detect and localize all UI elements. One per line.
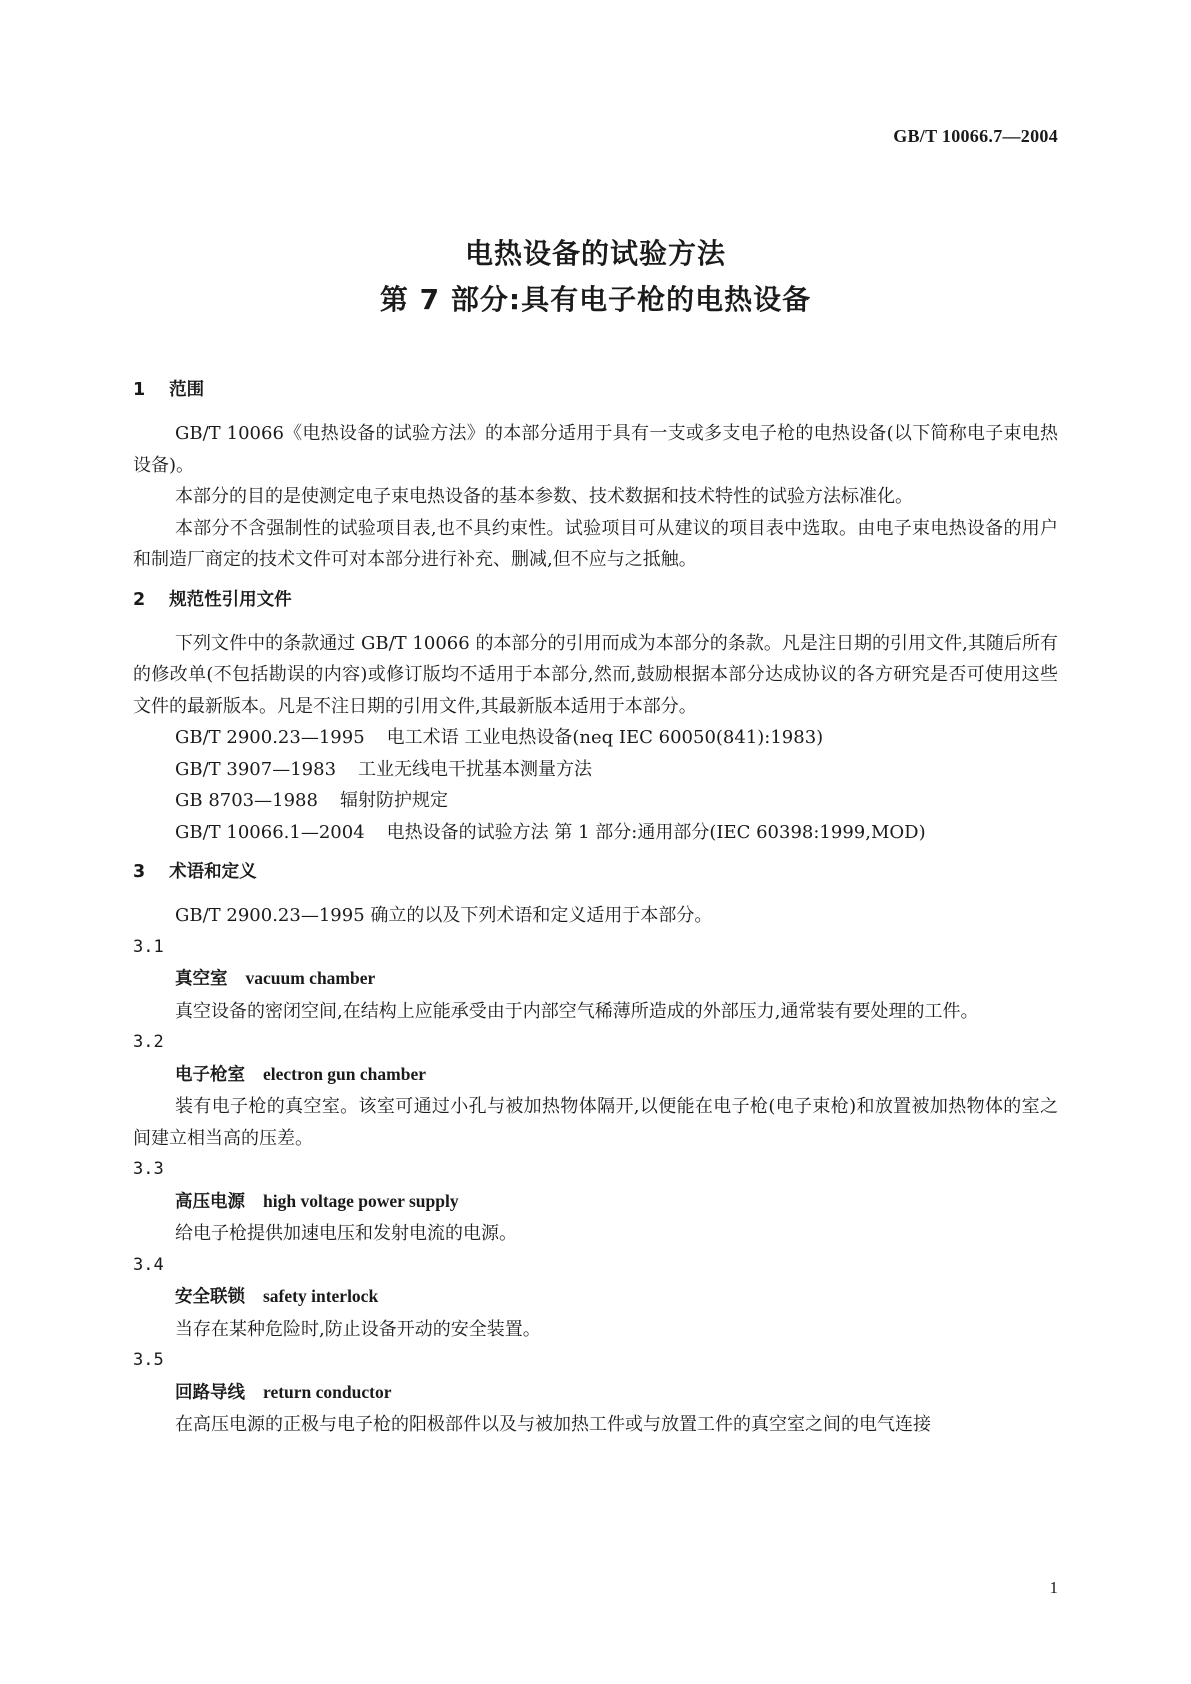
section-1-paragraph-1: GB/T 10066《电热设备的试验方法》的本部分适用于具有一支或多支电子枪的电热设备(以下简称电子束电热设备)。	[133, 423, 1058, 476]
section-1-paragraph-3: 本部分不含强制性的试验项目表,也不具约束性。试验项目可从建议的项目表中选取。由电子束电热设备的用户和制造厂商定的技术文件可对本部分进行补充、删减,但不应与之抵触。	[133, 517, 1058, 570]
term-number: 3.5	[133, 1350, 164, 1370]
reference-code: GB 8703—1988	[175, 790, 318, 811]
term-name-en: electron gun chamber	[263, 1063, 426, 1084]
reference-code: GB/T 3907—1983	[175, 758, 337, 780]
term-name-zh: 安全联锁	[175, 1287, 245, 1307]
term-title	[133, 963, 1058, 996]
reference-title: 电工术语 工业电热设备(neq IEC 60050(841):1983)	[386, 727, 824, 748]
term-number: 3.4	[133, 1254, 164, 1275]
reference-title: 工业无线电干扰基本测量方法	[358, 758, 593, 780]
section-title: 术语和定义	[169, 862, 257, 882]
term-name-en: vacuum chamber	[245, 968, 376, 988]
reference-code: GB/T 10066.1—2004	[175, 821, 365, 843]
section-2-paragraph-1: 下列文件中的条款通过 GB/T 10066 的本部分的引用而成为本部分的条款。凡是注日期的引用文件,其随后所有的修改单(不包括勘误的内容)或修订版均不适用于本部分,然而,鼓励根据本部分达成协议的各方研究是否可使用这些文件的最新版本。凡是不注日期的引用文件,其最新版本适用于本部分。	[133, 632, 1058, 717]
term-name-zh: 高压电源	[175, 1191, 245, 1212]
reference-code: GB/T 2900.23—1995	[175, 727, 365, 748]
term-name-en: safety interlock	[263, 1286, 379, 1306]
section-title: 规范性引用文件	[169, 589, 292, 610]
term-number: 3.1	[133, 936, 164, 957]
section-number: 2	[133, 589, 146, 610]
term-title	[133, 1059, 1058, 1092]
document-title-line1: 电热设备的试验方法	[464, 237, 726, 270]
term-name-zh: 回路导线	[175, 1382, 245, 1403]
section-number: 1	[133, 380, 146, 400]
reference-item	[133, 785, 1058, 817]
reference-item	[133, 754, 1058, 786]
term-title	[133, 1377, 1058, 1410]
page-number: 1	[1049, 1578, 1058, 1597]
term-definition: 当存在某种危险时,防止设备开动的安全装置。	[175, 1318, 541, 1340]
term-name-zh: 电子枪室	[175, 1064, 245, 1085]
term-definition: 在高压电源的正极与电子枪的阳极部件以及与被加热工件或与放置工件的真空室之间的电气连接	[175, 1414, 931, 1435]
term-number: 3.3	[133, 1159, 164, 1179]
term-definition: 装有电子枪的真空室。该室可通过小孔与被加热物体隔开,以便能在电子枪(电子束枪)和放置被加热物体的室之间建立相当高的压差。	[133, 1096, 1058, 1149]
document-body	[133, 376, 1058, 1441]
reference-item	[133, 722, 1058, 754]
section-1-paragraph-2: 本部分的目的是使测定电子束电热设备的基本参数、技术数据和技术特性的试验方法标准化。	[175, 486, 913, 507]
term-name-en: return conductor	[263, 1381, 392, 1402]
term-definition: 真空设备的密闭空间,在结构上应能承受由于内部空气稀薄所造成的外部压力,通常装有要处理的工件。	[175, 1000, 979, 1022]
term-title	[133, 1186, 1058, 1219]
term-definition: 给电子枪提供加速电压和发射电流的电源。	[175, 1223, 517, 1244]
reference-title: 电热设备的试验方法 第 1 部分:通用部分(IEC 60398:1999,MOD)	[386, 821, 926, 843]
term-name-en: high voltage power supply	[263, 1190, 459, 1211]
term-number: 3.2	[133, 1032, 164, 1052]
term-name-zh: 真空室	[175, 969, 228, 989]
standard-code: GB/T 10066.7—2004	[893, 126, 1058, 146]
section-3-heading	[133, 858, 1058, 886]
section-1-heading	[133, 376, 1058, 404]
reference-item	[133, 817, 1058, 849]
section-number: 3	[133, 862, 146, 882]
term-title	[133, 1281, 1058, 1314]
document-title-line2: 第 7 部分:具有电子枪的电热设备	[379, 283, 812, 316]
section-2-heading	[133, 586, 1058, 614]
reference-title: 辐射防护规定	[339, 790, 448, 811]
section-3-paragraph-1: GB/T 2900.23—1995 确立的以及下列术语和定义适用于本部分。	[175, 905, 713, 926]
section-title: 范围	[169, 380, 205, 400]
